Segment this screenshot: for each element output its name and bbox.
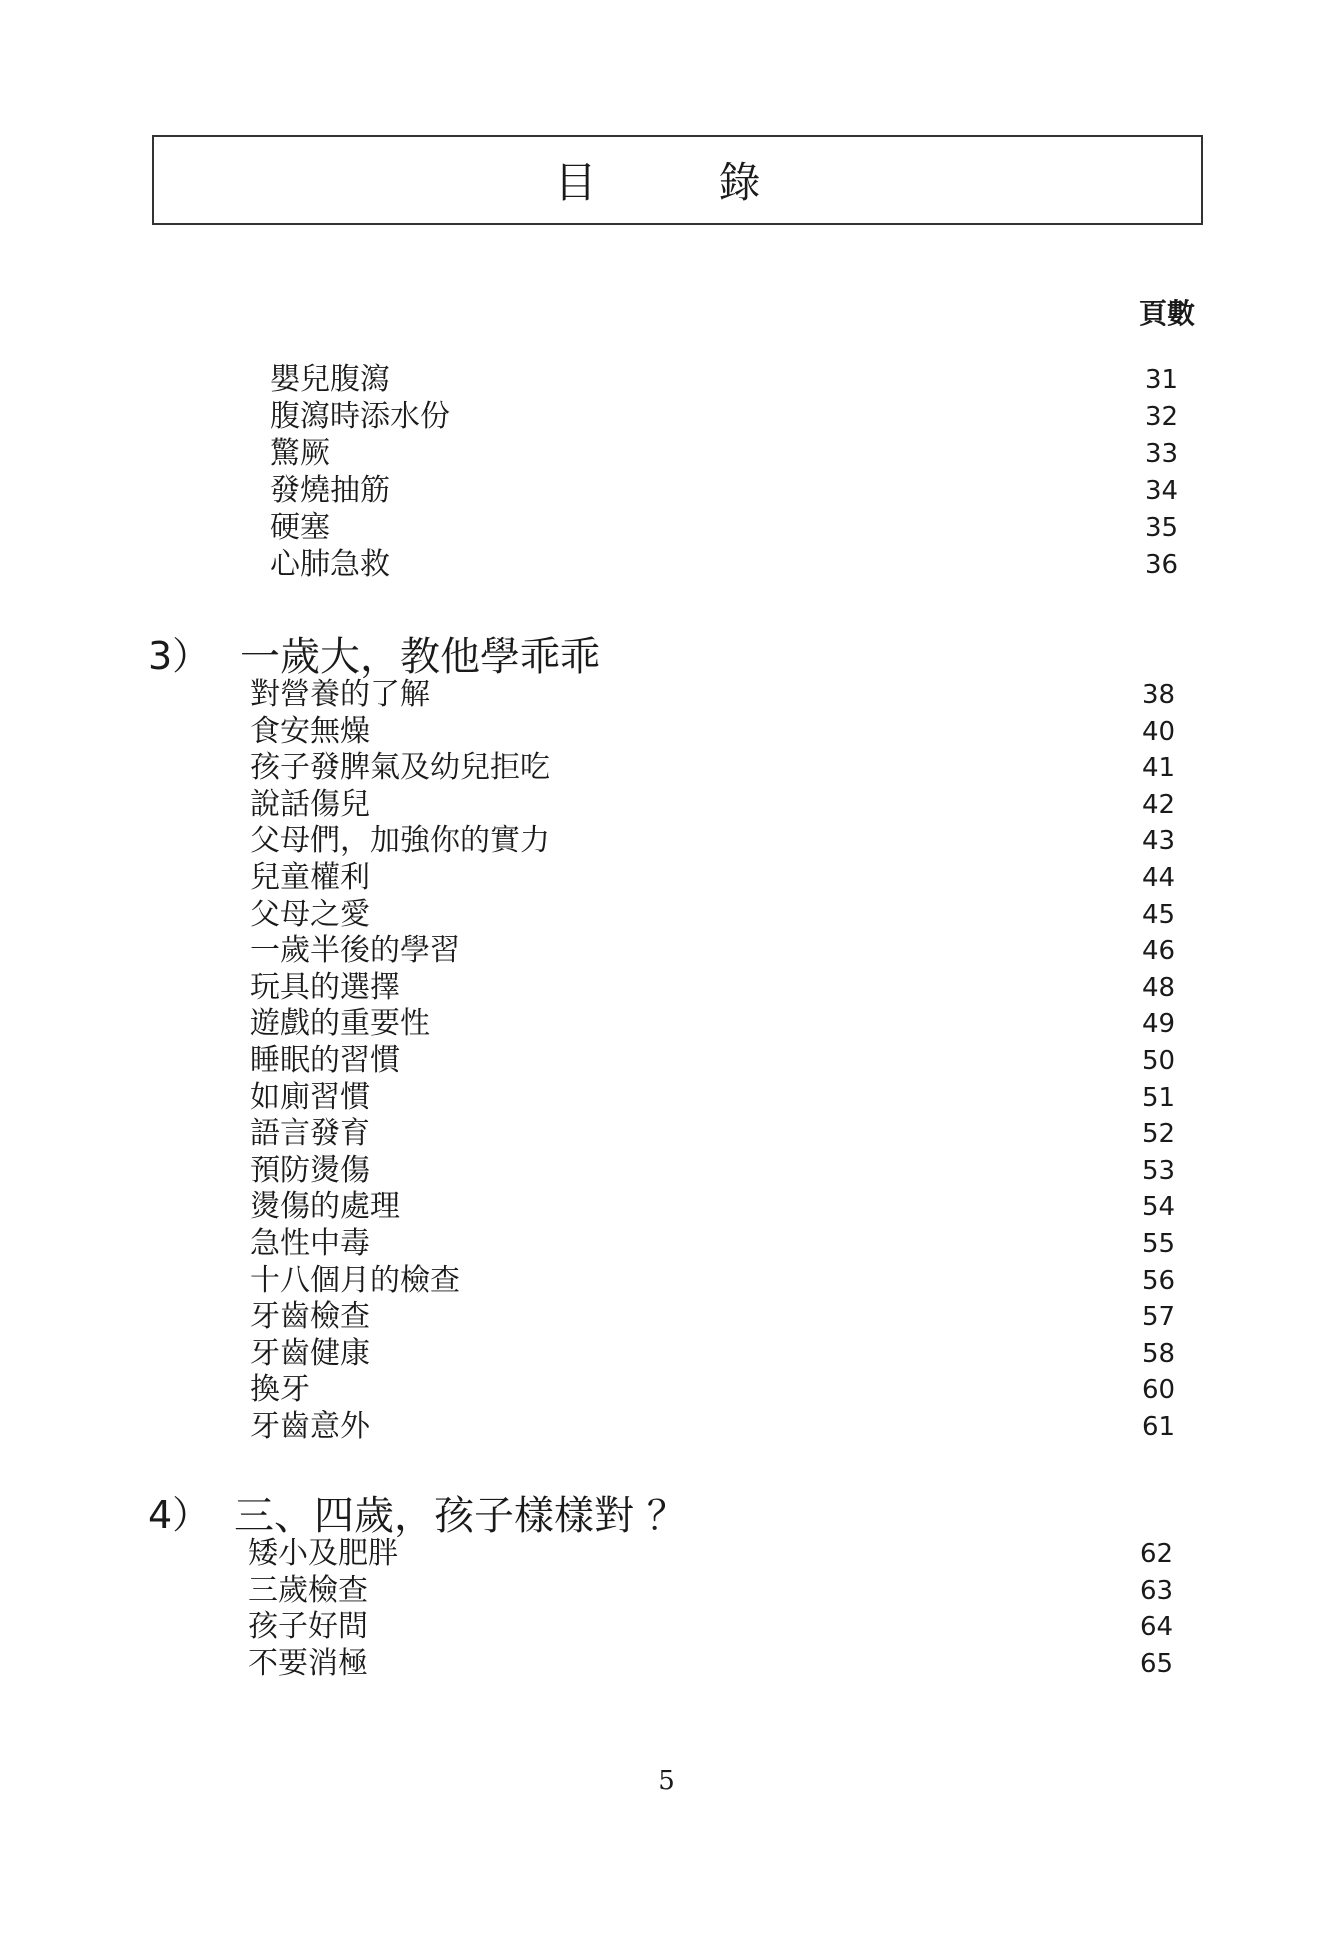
toc-entry-page: 64 (1140, 1612, 1174, 1643)
toc-entry (0, 714, 1333, 750)
toc-entry-title: 父母之愛 (250, 896, 370, 932)
toc-entry (0, 547, 1333, 583)
toc-entry-title: 矮小及肥胖 (248, 1536, 398, 1571)
toc-entry-page: 34 (1145, 476, 1179, 506)
toc-entry-page: 57 (1142, 1302, 1176, 1333)
toc-entry (0, 399, 1333, 435)
toc-entry-title: 孩子發脾氣及幼兒拒吃 (250, 750, 550, 786)
toc-entry-title: 不要消極 (248, 1645, 368, 1681)
toc-entry-page: 49 (1142, 1009, 1176, 1040)
toc-entry (0, 362, 1333, 398)
toc-entry-title: 腹瀉時添水份 (270, 399, 450, 434)
toc-entry-title: 換牙 (250, 1372, 310, 1408)
toc-entry-page: 45 (1142, 899, 1176, 930)
toc-entry-page: 42 (1142, 789, 1176, 820)
page-title: 目 錄 (554, 158, 801, 207)
toc-entry (0, 1189, 1333, 1225)
toc-entry-page: 31 (1145, 365, 1179, 395)
toc-entry (0, 1080, 1333, 1116)
toc-entry-page: 36 (1145, 550, 1179, 580)
toc-entry (0, 1336, 1333, 1372)
title-box (152, 135, 1203, 225)
toc-entry-page: 38 (1142, 680, 1176, 710)
toc-entry-page: 53 (1142, 1155, 1176, 1186)
toc-entry-title: 三歲檢查 (248, 1572, 368, 1608)
toc-entry-page: 51 (1142, 1082, 1176, 1113)
page-number: 5 (658, 1766, 675, 1796)
toc-entry-title: 急性中毒 (250, 1226, 370, 1261)
toc-entry-page: 61 (1142, 1412, 1176, 1442)
toc-entry (0, 1226, 1333, 1262)
toc-entry-page: 46 (1142, 936, 1176, 967)
toc-entry (0, 897, 1333, 933)
section-number: 4） (148, 1493, 211, 1537)
toc-entry-page: 33 (1145, 439, 1179, 469)
toc-entry-title: 心肺急救 (270, 547, 390, 582)
toc-entry (0, 1573, 1333, 1609)
toc-entry-title: 驚厥 (270, 436, 330, 471)
toc-entry-title: 語言發育 (250, 1116, 370, 1152)
toc-entry-title: 十八個月的檢查 (250, 1262, 460, 1298)
toc-entry-title: 牙齒檢查 (250, 1299, 370, 1335)
toc-entry-title: 如廁習慣 (250, 1079, 370, 1115)
toc-entry-title: 硬塞 (270, 510, 330, 545)
toc-entry-title: 嬰兒腹瀉 (270, 362, 390, 397)
toc-entry-page: 54 (1142, 1192, 1176, 1223)
toc-entry (0, 1263, 1333, 1299)
toc-entry (0, 1006, 1333, 1042)
toc-entry (0, 860, 1333, 896)
toc-entry-title: 預防燙傷 (250, 1152, 370, 1188)
toc-entry (0, 1609, 1333, 1645)
toc-entry-page: 44 (1142, 863, 1176, 893)
toc-entry (0, 1043, 1333, 1079)
toc-entry-page: 52 (1142, 1119, 1176, 1150)
toc-entry (0, 473, 1333, 509)
toc-entry (0, 933, 1333, 969)
toc-entry (0, 677, 1333, 713)
toc-entry-page: 40 (1142, 716, 1176, 747)
toc-entry-title: 食安無燥 (250, 713, 370, 749)
toc-entry-page: 48 (1142, 972, 1176, 1003)
toc-entry-title: 玩具的選擇 (250, 969, 400, 1005)
toc-entry (0, 1153, 1333, 1189)
toc-entry-page: 35 (1145, 513, 1179, 543)
toc-entry-page: 62 (1140, 1539, 1174, 1569)
toc-entry (0, 750, 1333, 786)
toc-entry-title: 牙齒意外 (250, 1409, 370, 1444)
toc-entry-page: 65 (1140, 1648, 1174, 1679)
toc-entry-page: 43 (1142, 826, 1176, 857)
toc-entry-page: 60 (1142, 1375, 1176, 1406)
toc-entry-title: 說話傷兒 (250, 786, 370, 822)
toc-entry (0, 787, 1333, 823)
toc-entry (0, 1372, 1333, 1408)
toc-entry-title: 父母們，加強你的實力 (250, 823, 550, 859)
toc-entry-title: 對營養的了解 (250, 677, 430, 712)
section-title: 三、四歲，孩子樣樣對 ？ (234, 1493, 687, 1539)
toc-entry (0, 1536, 1333, 1572)
toc-entry-page: 56 (1142, 1265, 1176, 1296)
section-title: 一歲大，教他學乖乖 (240, 634, 600, 680)
toc-entry-title: 一歲半後的學習 (250, 933, 460, 969)
toc-entry-page: 50 (1142, 1046, 1176, 1076)
toc-entry (0, 823, 1333, 859)
toc-entry (0, 1646, 1333, 1682)
toc-entry-title: 牙齒健康 (250, 1335, 370, 1371)
toc-entry-page: 63 (1140, 1575, 1174, 1606)
toc-entry-title: 發燒抽筋 (270, 473, 390, 508)
toc-entry (0, 1116, 1333, 1152)
toc-entry-title: 孩子好問 (248, 1609, 368, 1645)
toc-entry (0, 970, 1333, 1006)
toc-entry-title: 遊戲的重要性 (250, 1006, 430, 1042)
toc-entry (0, 510, 1333, 546)
toc-entry-page: 58 (1142, 1338, 1176, 1369)
pages-column-header: 頁數 (1138, 297, 1195, 330)
toc-entry-page: 41 (1142, 753, 1176, 784)
toc-entry (0, 436, 1333, 472)
section-number: 3） (148, 634, 211, 678)
toc-entry-page: 32 (1145, 402, 1179, 432)
toc-entry-title: 燙傷的處理 (250, 1189, 400, 1225)
toc-entry-title: 睡眠的習慣 (250, 1043, 400, 1078)
toc-entry-page: 55 (1142, 1229, 1176, 1259)
toc-entry (0, 1409, 1333, 1445)
toc-entry (0, 1299, 1333, 1335)
toc-entry-title: 兒童權利 (250, 860, 370, 895)
